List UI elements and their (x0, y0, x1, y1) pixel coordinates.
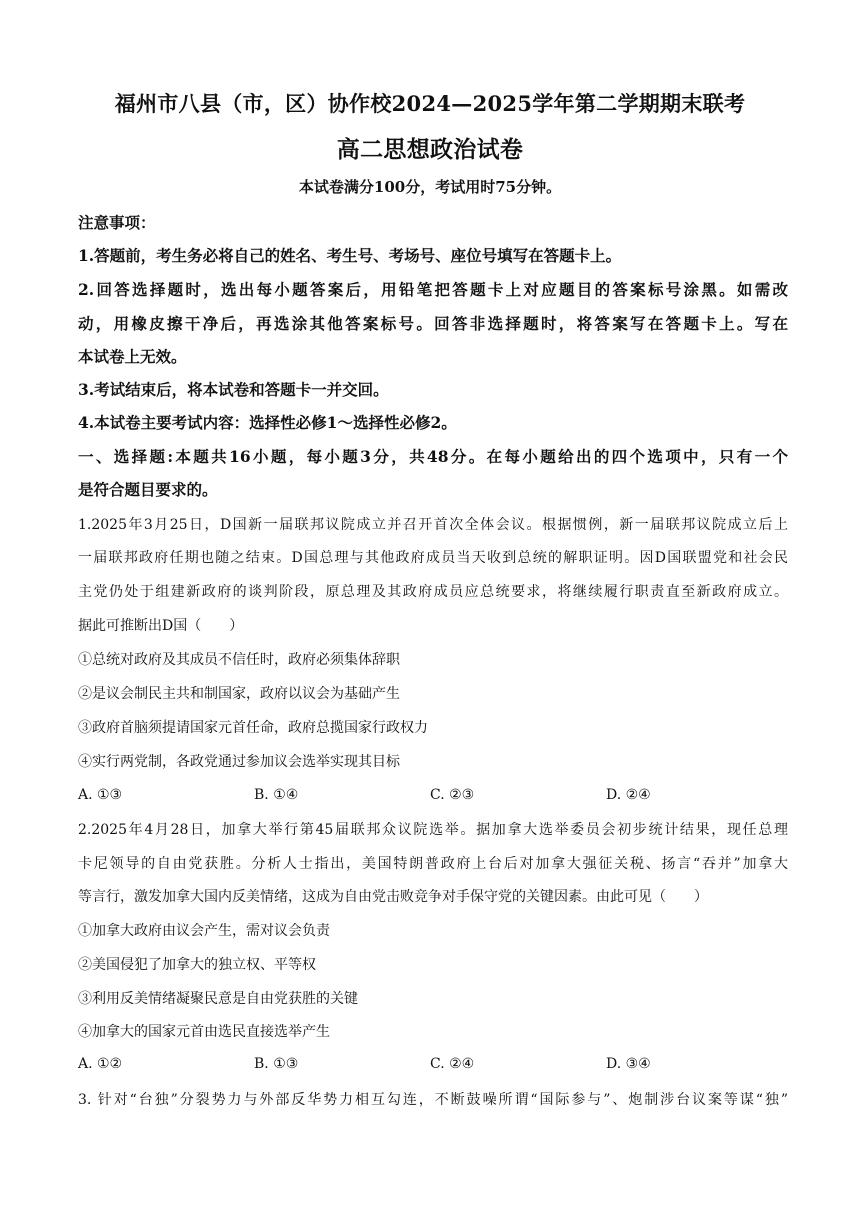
q2-option-a: A. ①② (78, 1056, 123, 1072)
q1-statement-3: ③政府首脑须提请国家元首任命，政府总揽国家行政权力 (78, 720, 428, 736)
q2-option-b: B. ①③ (254, 1056, 299, 1072)
q1-stem-line-3: 主党仍处于组建新政府的谈判阶段，原总理及其政府成员应总统要求，将继续履行职责直至新政府成立。 (78, 584, 788, 600)
q1-option-c: C. ②③ (430, 787, 475, 803)
q1-statement-4: ④实行两党制，各政党通过参加议会选举实现其目标 (78, 754, 400, 770)
notice-item-2-line-3: 本试卷上无效。 (78, 347, 187, 366)
q1-statement-2: ②是议会制民主共和制国家，政府以议会为基础产生 (78, 686, 400, 702)
notice-item-3: 3.考试结束后，将本试卷和答题卡一并交回。 (78, 380, 389, 399)
q2-stem-line-3: 等言行，激发加拿大国内反美情绪，这成为自由党击败竞争对手保守党的关键因素。由此可见（ ） (78, 889, 708, 905)
q1-option-a: A. ①③ (78, 787, 123, 803)
notice-item-1: 1.答题前，考生务必将自己的姓名、考生号、考场号、座位号填写在答题卡上。 (78, 246, 622, 265)
q2-stem-line-1: 2.2025年4月28日，加拿大举行第45届联邦众议院选举。据加拿大选举委员会初步统计结果，现任总理 (78, 822, 788, 838)
q1-statement-1: ①总统对政府及其成员不信任时，政府必须集体辞职 (78, 652, 400, 668)
notice-item-4: 4.本试卷主要考试内容：选择性必修1～选择性必修2。 (78, 413, 457, 432)
q1-option-d: D. ②④ (606, 787, 651, 803)
exam-subject-title: 高二思想政治试卷 (336, 136, 524, 163)
exam-title: 福州市八县（市，区）协作校2024—2025学年第二学期期末联考 (114, 91, 746, 116)
q1-stem-line-4: 据此可推断出D国（ ） (78, 618, 244, 634)
q2-option-c: C. ②④ (430, 1056, 475, 1072)
q1-stem-line-2: 一届联邦政府任期也随之结束。D国总理与其他政府成员当天收到总统的解职证明。因D国联盟党和社会民 (78, 550, 788, 566)
q2-stem-line-2: 卡尼领导的自由党获胜。分析人士指出，美国特朗普政府上台后对加拿大强征关税、扬言“吞并”加拿大 (78, 856, 788, 872)
exam-info: 本试卷满分100分，考试用时75分钟。 (298, 178, 562, 196)
notice-item-2-line-1: 2.回答选择题时，选出每小题答案后，用铅笔把答题卡上对应题目的答案标号涂黑。如需改 (78, 280, 788, 299)
q3-stem-line-1: 3. 针对“台独”分裂势力与外部反华势力相互勾连，不断鼓噪所谓“国际参与”、炮制涉台议案等谋“独” (78, 1092, 788, 1108)
section-heading-line-2: 是符合题目要求的。 (78, 480, 218, 499)
q2-option-d: D. ③④ (606, 1056, 651, 1072)
q1-option-b: B. ①④ (254, 787, 299, 803)
notice-item-2-line-2: 动，用橡皮擦干净后，再选涂其他答案标号。回答非选择题时，将答案写在答题卡上。写在 (78, 314, 788, 333)
q2-statement-3: ③利用反美情绪凝聚民意是自由党获胜的关键 (78, 991, 358, 1007)
notice-heading: 注意事项： (78, 213, 156, 232)
section-heading-line-1: 一、选择题:本题共16小题，每小题3分，共48分。在每小题给出的四个选项中，只有一个 (78, 447, 788, 466)
q2-statement-2: ②美国侵犯了加拿大的独立权、平等权 (78, 957, 316, 973)
q2-statement-1: ①加拿大政府由议会产生，需对议会负责 (78, 923, 330, 939)
q1-stem-line-1: 1.2025年3月25日，D国新一届联邦议院成立并召开首次全体会议。根据惯例，新一届联邦议院成立后上 (78, 517, 788, 533)
q2-statement-4: ④加拿大的国家元首由选民直接选举产生 (78, 1024, 330, 1040)
